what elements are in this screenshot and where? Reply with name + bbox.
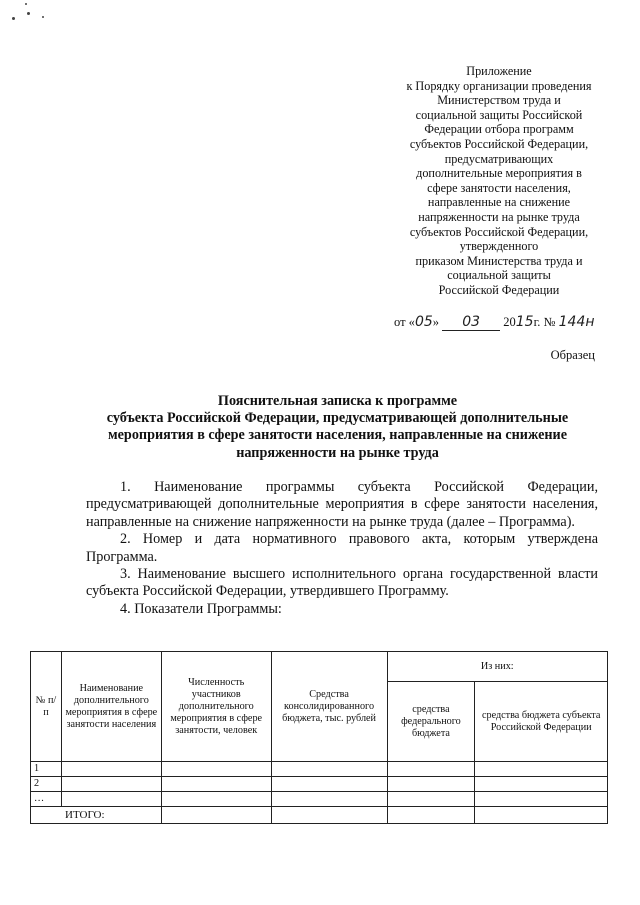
table-total-row <box>31 807 608 824</box>
header-regional-budget: средства бюджета субъекта Российской Федерации <box>475 682 608 762</box>
paragraph-program-name: 1. Наименование программы субъекта Российской Федерации, предусматривающей дополнительные мероприятия в сфере занятости населения, направленные на снижение напряженности на рынке труда (далее – Программа). <box>86 479 598 530</box>
appendix-line: утвержденного <box>459 239 539 254</box>
appendix-header <box>386 64 612 298</box>
table-cell[interactable] <box>161 777 271 792</box>
appendix-line: напряженности на рынке труда <box>418 209 580 224</box>
appendix-line: Приложение <box>466 64 532 78</box>
scan-speck <box>42 16 44 18</box>
header-of-which: Из них: <box>387 652 608 682</box>
order-day-handwritten: 05 <box>414 314 433 330</box>
order-year-prefix: 20 <box>503 315 516 329</box>
table-cell[interactable] <box>161 792 271 807</box>
table-cell[interactable] <box>271 777 387 792</box>
table-cell[interactable] <box>475 777 608 792</box>
table-cell[interactable] <box>387 792 475 807</box>
paragraph-indicators: 4. Показатели Программы: <box>120 600 282 617</box>
total-cell[interactable] <box>271 807 387 824</box>
appendix-line: направленные на снижение <box>427 195 571 210</box>
body-text <box>86 479 598 618</box>
total-cell[interactable] <box>475 807 608 824</box>
table-cell[interactable] <box>271 762 387 777</box>
appendix-line: к Порядку организации проведения <box>406 78 592 93</box>
row-number: 2 <box>31 777 62 792</box>
appendix-line: социальной защиты Российской <box>415 107 583 122</box>
table-cell[interactable] <box>161 762 271 777</box>
title-line: субъекта Российской Федерации, предусматривающей дополнительные <box>106 410 569 427</box>
order-reference <box>394 314 614 331</box>
table-header-row <box>31 652 608 682</box>
order-prefix: от « <box>394 315 415 329</box>
total-cell[interactable] <box>161 807 271 824</box>
appendix-line: субъектов Российской Федерации, <box>409 136 589 151</box>
order-number-handwritten: 144н <box>558 314 595 330</box>
header-activity-name: Наименование дополнительного мероприятия в сфере занятости населения <box>61 652 161 762</box>
title-line: мероприятия в сфере занятости населения, направленные на снижение <box>107 427 568 444</box>
order-mid: » <box>432 315 440 329</box>
table-cell[interactable] <box>61 792 161 807</box>
paragraph-legal-act: 2. Номер и дата нормативного правового акта, которым утверждена Программа. <box>86 531 598 565</box>
indicators-table <box>30 651 608 824</box>
appendix-line: предусматривающих <box>444 151 554 166</box>
table-row <box>31 762 608 777</box>
table-cell[interactable] <box>387 777 475 792</box>
table-row <box>31 792 608 807</box>
header-num: № п/п <box>31 652 62 762</box>
appendix-line: Министерством труда и <box>437 93 561 108</box>
header-participants: Численность участников дополнительного мероприятия в сфере занятости, человек <box>161 652 271 762</box>
header-federal-budget: средства федерального бюджета <box>387 682 475 762</box>
row-number: … <box>31 792 62 807</box>
appendix-line: приказом Министерства труда и <box>415 253 583 268</box>
sample-label: Образец <box>550 348 595 362</box>
appendix-line: дополнительные мероприятия в <box>416 166 582 181</box>
row-number: 1 <box>31 762 62 777</box>
table-cell[interactable] <box>475 762 608 777</box>
scan-speck <box>12 17 15 20</box>
table-cell[interactable] <box>271 792 387 807</box>
table-cell[interactable] <box>61 777 161 792</box>
appendix-line: субъектов Российской Федерации, <box>409 224 589 239</box>
appendix-line: сфере занятости населения, <box>427 180 571 195</box>
title-line: напряженности на рынке труда <box>236 444 439 461</box>
order-year-suffix: г. № <box>533 315 556 329</box>
table-cell[interactable] <box>475 792 608 807</box>
table-row <box>31 777 608 792</box>
total-label: ИТОГО: <box>31 807 162 824</box>
title-line: Пояснительная записка к программе <box>217 393 458 409</box>
document-title <box>60 393 615 462</box>
appendix-line: Российской Федерации <box>438 282 560 297</box>
header-consolidated-budget: Средства консолидированного бюджета, тыс. рублей <box>271 652 387 762</box>
table-cell[interactable] <box>61 762 161 777</box>
appendix-line: Федерации отбора программ <box>424 122 574 137</box>
table-cell[interactable] <box>387 762 475 777</box>
order-month-handwritten: 03 <box>442 314 500 331</box>
appendix-line: социальной защиты <box>447 268 551 283</box>
order-year-handwritten: 15 <box>515 314 534 330</box>
scan-speck <box>25 3 27 5</box>
scan-speck <box>27 12 30 15</box>
paragraph-executive-body: 3. Наименование высшего исполнительного органа государственной власти субъекта Российской Федерации, утвердившего Программу. <box>86 566 598 600</box>
total-cell[interactable] <box>387 807 475 824</box>
